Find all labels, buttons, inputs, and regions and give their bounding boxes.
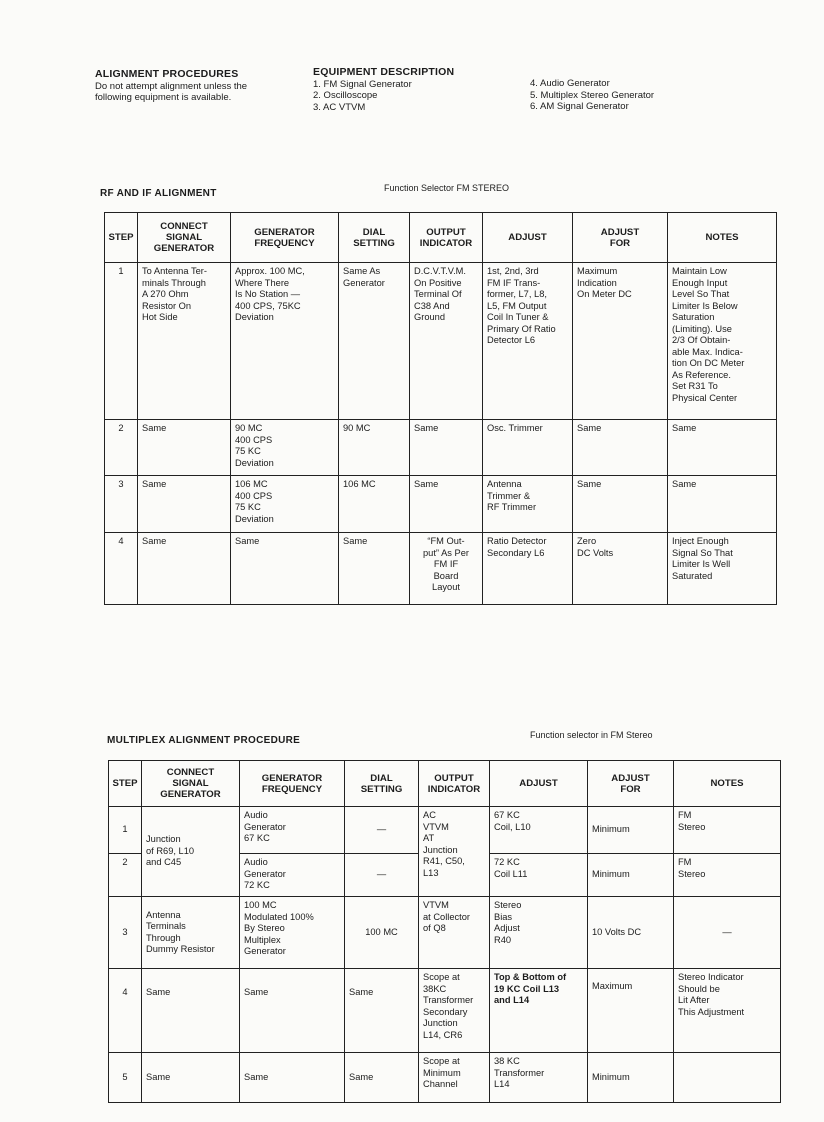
adjust-cell: 1st, 2nd, 3rd FM IF Trans- former, L7, L8, L5, FM Output Coil In Tuner & Primary Of Ratio Detector L6: [483, 263, 573, 420]
adjust-cell: 67 KC Coil, L10: [490, 807, 588, 854]
table-row: [105, 263, 777, 420]
table-row: [105, 420, 777, 476]
column-header: ADJUST FOR: [573, 213, 668, 263]
table-row: [105, 476, 777, 533]
frequency-cell: 106 MC 400 CPS 75 KC Deviation: [231, 476, 339, 533]
dial-cell: Same As Generator: [339, 263, 410, 420]
notes-cell: FM Stereo: [674, 854, 781, 897]
table-header-row: [109, 761, 781, 807]
column-header: ADJUST: [483, 213, 573, 263]
column-header: NOTES: [674, 761, 781, 807]
column-header: ADJUST FOR: [588, 761, 674, 807]
column-header: STEP: [105, 213, 138, 263]
dial-cell: Same: [345, 969, 419, 1053]
multiplex-title: MULTIPLEX ALIGNMENT PROCEDURE: [107, 735, 301, 746]
adjust-cell: Top & Bottom of 19 KC Coil L13 and L14: [490, 969, 588, 1053]
output-cell: AC VTVM AT Junction R41, C50, L13: [419, 807, 490, 897]
equipment-item: 6. AM Signal Generator: [530, 101, 629, 112]
adjust-for-cell: Maximum: [588, 969, 674, 1053]
adjust-cell: Stereo Bias Adjust R40: [490, 897, 588, 969]
output-cell: Scope at 38KC Transformer Secondary Junction L14, CR6: [419, 969, 490, 1053]
table-row: [109, 1053, 781, 1103]
notes-cell: FM Stereo: [674, 807, 781, 854]
adjust-cell: 72 KC Coil L11: [490, 854, 588, 897]
adjust-for-cell: Minimum: [588, 1053, 674, 1103]
column-header: OUTPUT INDICATOR: [419, 761, 490, 807]
table-header-row: [105, 213, 777, 263]
notes-cell: Same: [668, 420, 777, 476]
output-cell: Same: [410, 420, 483, 476]
equipment-item: 5. Multiplex Stereo Generator: [530, 89, 655, 101]
notes-cell: —: [674, 897, 781, 969]
column-header: GENERATOR FREQUENCY: [231, 213, 339, 263]
connect-cell: Same: [138, 533, 231, 605]
column-header: CONNECT SIGNAL GENERATOR: [138, 213, 231, 263]
step-cell: 3: [105, 476, 138, 533]
frequency-cell: Same: [240, 1053, 345, 1103]
output-cell: Scope at Minimum Channel: [419, 1053, 490, 1103]
connect-cell: Antenna Terminals Through Dummy Resistor: [142, 897, 240, 969]
notes-cell: Same: [668, 476, 777, 533]
adjust-for-cell: Zero DC Volts: [573, 533, 668, 605]
notes-cell: Stereo Indicator Should be Lit After This Adjustment: [674, 969, 781, 1053]
alignment-procedures-title: ALIGNMENT PROCEDURES: [95, 68, 239, 80]
step-cell: 2: [105, 420, 138, 476]
frequency-cell: Audio Generator 72 KC: [240, 854, 345, 897]
step-cell: 5: [109, 1053, 142, 1103]
equipment-description-title: EQUIPMENT DESCRIPTION: [313, 66, 455, 78]
output-cell: VTVM at Collector of Q8: [419, 897, 490, 969]
frequency-cell: Same: [240, 969, 345, 1053]
dial-cell: 90 MC: [339, 420, 410, 476]
connect-cell: Junction of R69, L10 and C45: [142, 807, 240, 897]
alignment-procedures-text: Do not attempt alignment unless the following equipment is available.: [95, 80, 248, 103]
frequency-cell: 100 MC Modulated 100% By Stereo Multiplex Generator: [240, 897, 345, 969]
connect-cell: Same: [138, 420, 231, 476]
frequency-cell: Audio Generator 67 KC: [240, 807, 345, 854]
dial-cell: —: [345, 854, 419, 897]
notes-cell: [674, 1053, 781, 1103]
equipment-item: 1. FM Signal Generator: [313, 78, 412, 90]
output-cell: Same: [410, 476, 483, 533]
table-row: [109, 969, 781, 1053]
adjust-cell: 38 KC Transformer L14: [490, 1053, 588, 1103]
column-header: STEP: [109, 761, 142, 807]
rf-if-function-selector: Function Selector FM STEREO: [384, 183, 510, 193]
dial-cell: Same: [345, 1053, 419, 1103]
column-header: OUTPUT INDICATOR: [410, 213, 483, 263]
adjust-for-cell: Same: [573, 420, 668, 476]
dial-cell: 100 MC: [345, 897, 419, 969]
adjust-for-cell: Same: [573, 476, 668, 533]
column-header: CONNECT SIGNAL GENERATOR: [142, 761, 240, 807]
notes-cell: Maintain Low Enough Input Level So That Limiter Is Below Saturation (Limiting). Use 2/3 Of Obtain- able Max. Indica- tion On DC Meter As Reference. Set R31 To Physical Center: [668, 263, 777, 420]
equipment-list-right: [530, 78, 750, 113]
column-header: GENERATOR FREQUENCY: [240, 761, 345, 807]
output-cell: “FM Out- put” As Per FM IF Board Layout: [410, 533, 483, 605]
adjust-cell: Osc. Trimmer: [483, 420, 573, 476]
equipment-description-block: [313, 67, 513, 113]
equipment-item: 2. Oscilloscope: [313, 90, 378, 101]
frequency-cell: Same: [231, 533, 339, 605]
frequency-cell: Approx. 100 MC, Where There Is No Station — 400 CPS, 75KC Deviation: [231, 263, 339, 420]
connect-cell: Same: [142, 969, 240, 1053]
step-cell: 3: [109, 897, 142, 969]
multiplex-alignment-table: [108, 760, 781, 1103]
adjust-for-cell: 10 Volts DC: [588, 897, 674, 969]
table-row: [105, 533, 777, 605]
step-cell: 1: [105, 263, 138, 420]
step-cell: 1: [109, 807, 142, 854]
equipment-list-left: [313, 79, 513, 114]
adjust-cell: Antenna Trimmer & RF Trimmer: [483, 476, 573, 533]
multiplex-function-selector: Function selector in FM Stereo: [530, 730, 653, 740]
step-cell: 4: [105, 533, 138, 605]
alignment-procedures-block: [95, 69, 295, 104]
notes-cell: Inject Enough Signal So That Limiter Is Well Saturated: [668, 533, 777, 605]
dial-cell: —: [345, 807, 419, 854]
step-cell: 2: [109, 854, 142, 897]
step-cell: 4: [109, 969, 142, 1053]
connect-cell: Same: [138, 476, 231, 533]
column-header: ADJUST: [490, 761, 588, 807]
dial-cell: 106 MC: [339, 476, 410, 533]
rf-if-title: RF AND IF ALIGNMENT: [100, 188, 217, 199]
frequency-cell: 90 MC 400 CPS 75 KC Deviation: [231, 420, 339, 476]
connect-cell: To Antenna Ter- minals Through A 270 Ohm Resistor On Hot Side: [138, 263, 231, 420]
table-row: [109, 897, 781, 969]
column-header: DIAL SETTING: [339, 213, 410, 263]
column-header: DIAL SETTING: [345, 761, 419, 807]
adjust-for-cell: Maximum Indication On Meter DC: [573, 263, 668, 420]
equipment-item: 4. Audio Generator: [530, 78, 610, 89]
equipment-item: 3. AC VTVM: [313, 101, 366, 113]
column-header: NOTES: [668, 213, 777, 263]
table-row: [109, 807, 781, 854]
adjust-cell: Ratio Detector Secondary L6: [483, 533, 573, 605]
adjust-for-cell: Minimum: [588, 854, 674, 897]
adjust-for-cell: Minimum: [588, 807, 674, 854]
dial-cell: Same: [339, 533, 410, 605]
output-cell: D.C.V.T.V.M. On Positive Terminal Of C38 And Ground: [410, 263, 483, 420]
rf-if-alignment-table: [104, 212, 777, 605]
connect-cell: Same: [142, 1053, 240, 1103]
